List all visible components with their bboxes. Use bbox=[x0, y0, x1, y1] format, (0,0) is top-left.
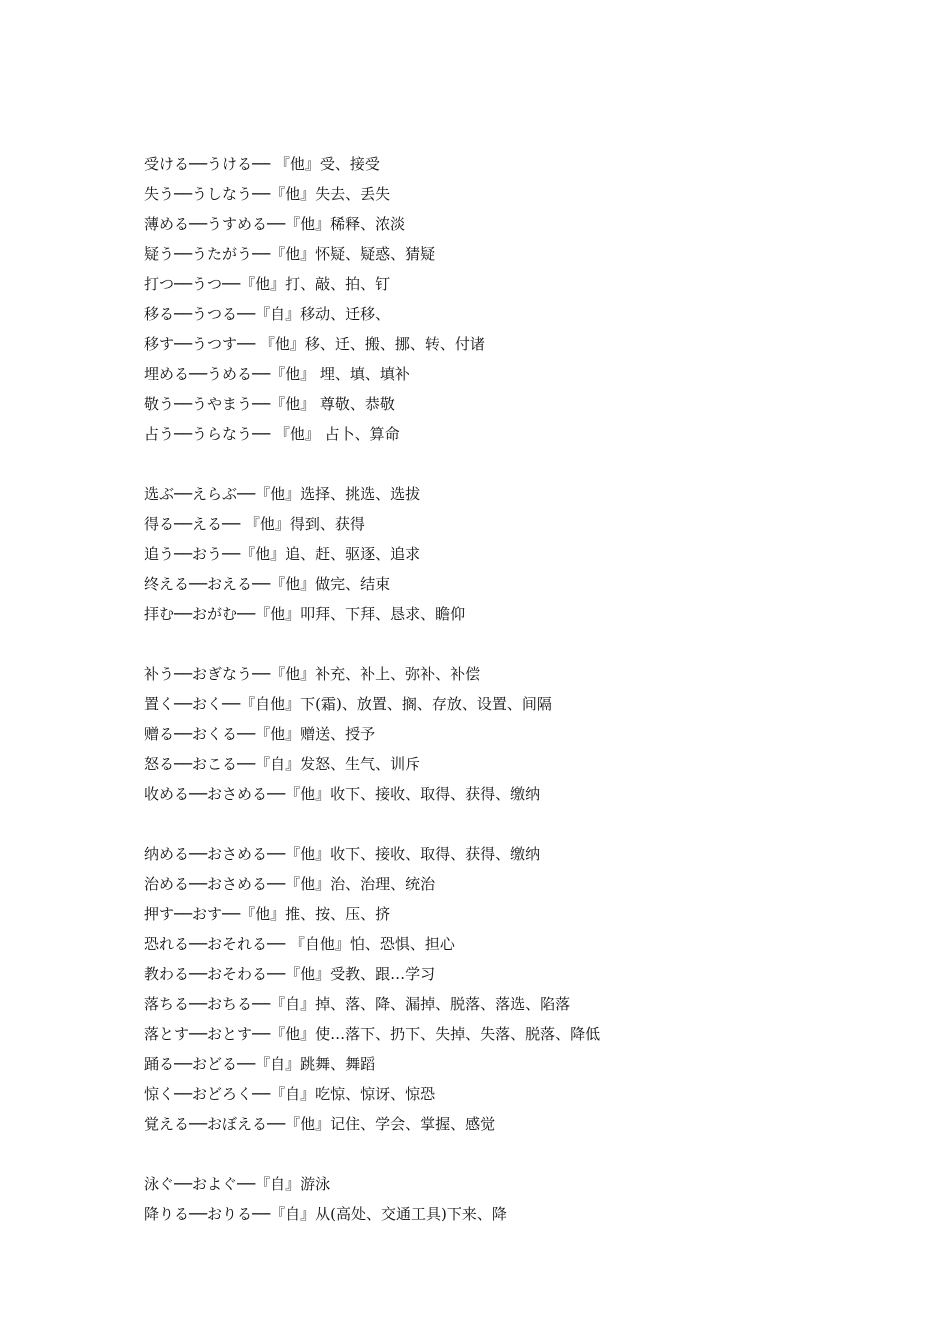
vocab-entry: 得る──える── 『他』得到、获得 bbox=[144, 515, 365, 533]
paragraph-spacer bbox=[144, 1139, 904, 1169]
vocab-entry: 教わる──おそわる──『他』受教、跟…学习 bbox=[144, 965, 436, 983]
vocab-entry: 赠る──おくる──『他』赠送、授予 bbox=[144, 725, 376, 743]
vocab-entry: 敬う──うやまう──『他』 尊敬、恭敬 bbox=[144, 395, 395, 413]
vocab-entry: 拝む──おがむ──『他』叩拜、下拜、恳求、瞻仰 bbox=[144, 605, 466, 623]
vocab-entry: 押す──おす──『他』推、按、压、挤 bbox=[144, 905, 391, 923]
vocab-entry: 恐れる──おそれる── 『自他』怕、恐惧、担心 bbox=[144, 935, 455, 953]
vocab-entry: 薄める──うすめる──『他』稀释、浓淡 bbox=[144, 215, 406, 233]
vocab-entry: 惊く──おどろく──『自』吃惊、惊讶、惊恐 bbox=[144, 1085, 436, 1103]
vocab-entry: 选ぶ──えらぶ──『他』选择、挑选、选拔 bbox=[144, 485, 421, 503]
vocab-entry: 落とす──おとす──『他』使…落下、扔下、失掉、失落、脱落、降低 bbox=[144, 1025, 601, 1043]
vocab-entry: 怒る──おこる──『自』发怒、生气、训斥 bbox=[144, 755, 421, 773]
vocab-entry: 补う──おぎなう──『他』补充、补上、弥补、补偿 bbox=[144, 665, 481, 683]
vocab-group-o-2 bbox=[144, 839, 904, 1139]
paragraph-spacer bbox=[144, 629, 904, 659]
vocab-entry: 置く──おく──『自他』下(霜)、放置、搁、存放、设置、间隔 bbox=[144, 695, 552, 713]
vocab-entry: 泳ぐ──およぐ──『自』游泳 bbox=[144, 1175, 331, 1193]
vocab-entry: 覚える──おぼえる──『他』记住、学会、掌握、感觉 bbox=[144, 1115, 496, 1133]
vocab-entry: 踊る──おどる──『自』跳舞、舞蹈 bbox=[144, 1055, 376, 1073]
vocab-entry: 占う──うらなう── 『他』 占卜、算命 bbox=[144, 425, 400, 443]
vocab-group-o-3 bbox=[144, 1169, 904, 1229]
vocab-entry: 疑う──うたがう──『他』怀疑、疑惑、猜疑 bbox=[144, 245, 436, 263]
vocab-entry: 埋める──うめる──『他』 埋、填、填补 bbox=[144, 365, 410, 383]
vocab-group-e-o bbox=[144, 479, 904, 629]
vocabulary-list bbox=[144, 149, 904, 1229]
vocab-entry: 受ける──うける── 『他』受、接受 bbox=[144, 155, 380, 173]
vocab-entry: 终える──おえる──『他』做完、结束 bbox=[144, 575, 391, 593]
vocab-entry: 失う──うしなう──『他』失去、丢失 bbox=[144, 185, 391, 203]
vocab-entry: 纳める──おさめる──『他』收下、接收、取得、获得、缴纳 bbox=[144, 845, 541, 863]
vocab-entry: 打つ──うつ──『他』打、敲、拍、钉 bbox=[144, 275, 391, 293]
paragraph-spacer bbox=[144, 449, 904, 479]
vocab-entry: 治める──おさめる──『他』治、治理、统治 bbox=[144, 875, 436, 893]
vocab-entry: 降りる──おりる──『自』从(高处、交通工具)下来、降 bbox=[144, 1205, 507, 1223]
paragraph-spacer bbox=[144, 809, 904, 839]
vocab-entry: 移る──うつる──『自』移动、迁移、 bbox=[144, 305, 391, 323]
vocab-entry: 移す──うつす── 『他』移、迁、搬、挪、转、付诸 bbox=[144, 335, 485, 353]
vocab-group-u bbox=[144, 149, 904, 449]
vocab-entry: 收める──おさめる──『他』收下、接收、取得、获得、缴纳 bbox=[144, 785, 541, 803]
vocab-entry: 追う──おう──『他』追、赶、驱逐、追求 bbox=[144, 545, 421, 563]
vocab-group-o-1 bbox=[144, 659, 904, 809]
vocab-entry: 落ちる──おちる──『自』掉、落、降、漏掉、脱落、落选、陷落 bbox=[144, 995, 571, 1013]
